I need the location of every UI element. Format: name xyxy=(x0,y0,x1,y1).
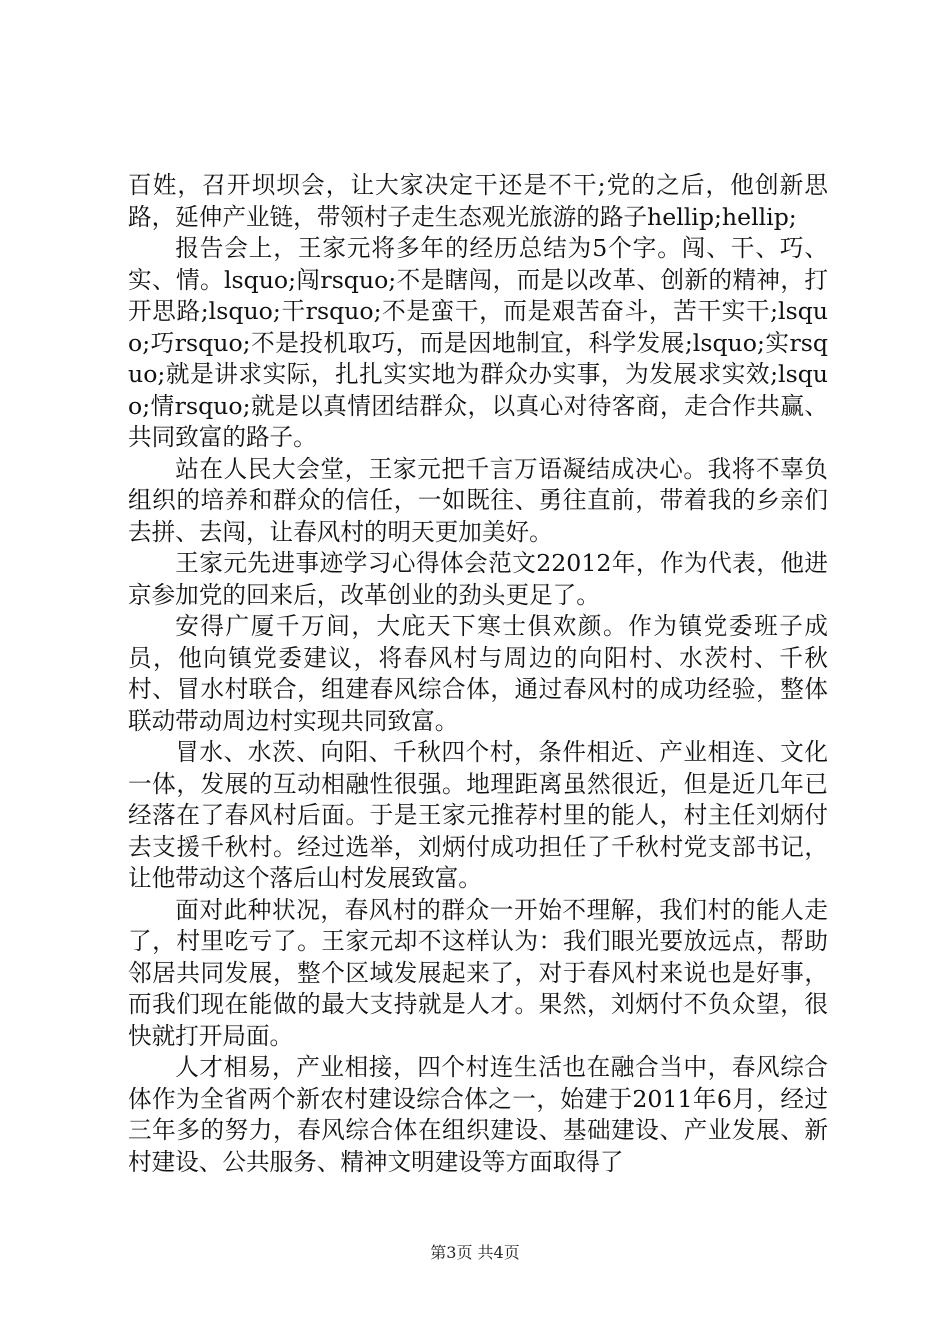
document-body xyxy=(128,170,828,1178)
page-footer xyxy=(0,1243,950,1263)
paragraph-1: 百姓，召开坝坝会，让大家决定干还是不干;党的之后，他创新思路，延伸产业链，带领村子走生态观光旅游的路子hellip;hellip; xyxy=(128,171,828,231)
paragraph-4: 王家元先进事迹学习心得体会范文22012年，作为代表，他进京参加党的回来后，改革创业的劲头更足了。 xyxy=(128,549,828,609)
paragraph-5: 安得广厦千万间，大庇天下寒士俱欢颜。作为镇党委班子成员，他向镇党委建议，将春风村与周边的向阳村、水茨村、千秋村、冒水村联合，组建春风综合体，通过春风村的成功经验，整体联动带动周边村实现共同致富。 xyxy=(128,612,828,735)
paragraph-7: 面对此种状况，春风村的群众一开始不理解，我们村的能人走了，村里吃亏了。王家元却不这样认为：我们眼光要放远点，帮助邻居共同发展，整个区域发展起来了，对于春风村来说也是好事，而我们现在能做的最大支持就是人才。果然，刘炳付不负众望，很快就打开局面。 xyxy=(128,895,828,1050)
paragraph-3: 站在人民大会堂，王家元把千言万语凝结成决心。我将不辜负组织的培养和群众的信任，一如既往、勇往直前，带着我的乡亲们去拼、去闯，让春风村的明天更加美好。 xyxy=(128,454,828,546)
paragraph-8: 人才相易，产业相接，四个村连生活也在融合当中，春风综合体作为全省两个新农村建设综合体之一，始建于2011年6月，经过三年多的努力，春风综合体在组织建设、基础建设、产业发展、新村建设、公共服务、精神文明建设等方面取得了 xyxy=(128,1053,828,1176)
paragraph-6: 冒水、水茨、向阳、千秋四个村，条件相近、产业相连、文化一体，发展的互动相融性很强。地理距离虽然很近，但是近几年已经落在了春风村后面。于是王家元推荐村里的能人，村主任刘炳付去支援千秋村。经过选举，刘炳付成功担任了千秋村党支部书记，让他带动这个落后山村发展致富。 xyxy=(128,738,828,892)
page-number: 第3页 共4页 xyxy=(430,1243,520,1262)
paragraph-2: 报告会上，王家元将多年的经历总结为5个字。闯、干、巧、实、情。lsquo;闯rsquo;不是瞎闯，而是以改革、创新的精神，打开思路;lsquo;干rsquo;不是蛮干，而是艰苦奋斗，苦干实干;lsquo;巧rsquo;不是投机取巧，而是因地制宜，科学发展;lsquo;实rsquo;就是讲求实际，扎扎实实地为群众办实事，为发展求实效;lsquo;情rsquo;就是以真情团结群众，以真心对待客商，走合作共赢、共同致富的路子。 xyxy=(128,234,828,451)
